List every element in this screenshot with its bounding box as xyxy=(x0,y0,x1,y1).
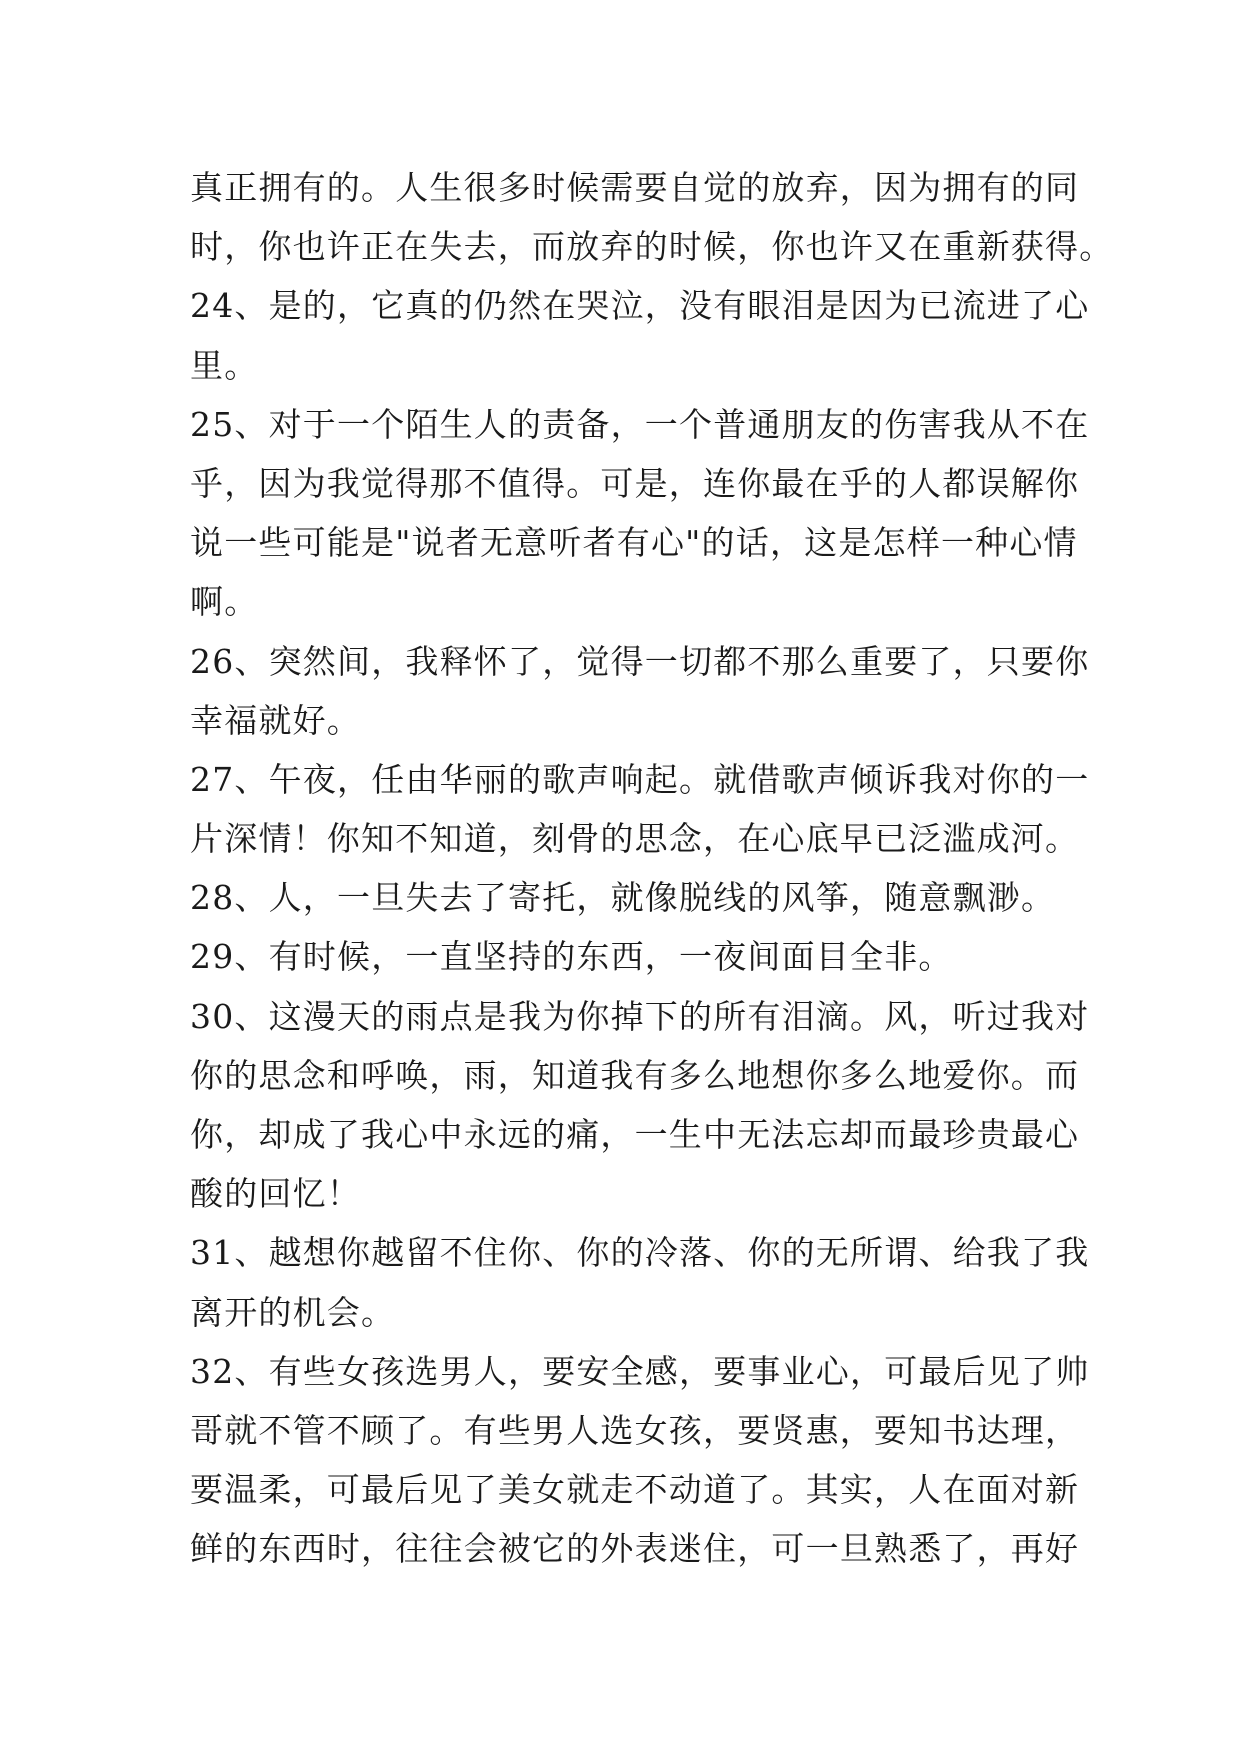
text-line: 乎，因为我觉得那不值得。可是，连你最在乎的人都误解你 xyxy=(190,463,1080,503)
text-line: 26、突然间，我释怀了，觉得一切都不那么重要了，只要你 xyxy=(190,641,1090,681)
text-line: 时，你也许正在失去，而放弃的时候，你也许又在重新获得。 xyxy=(190,227,1114,267)
text-line: 哥就不管不顾了。有些男人选女孩，要贤惠，要知书达理， xyxy=(190,1410,1080,1450)
text-line: 片深情！你知不知道，刻骨的思念，在心底早已泛滥成河。 xyxy=(190,819,1080,859)
text-line: 你，却成了我心中永远的痛，一生中无法忘却而最珍贵最心 xyxy=(190,1115,1080,1154)
text-line: 31、越想你越留不住你、你的冷落、你的无所谓、给我了我 xyxy=(190,1233,1090,1273)
text-line: 离开的机会。 xyxy=(190,1292,396,1332)
text-line: 酸的回忆！ xyxy=(190,1174,361,1214)
text-line: 鲜的东西时，往往会被它的外表迷住，可一旦熟悉了，再好 xyxy=(190,1529,1080,1569)
text-line: 幸福就好。 xyxy=(190,700,361,740)
text-line: 要温柔，可最后见了美女就走不动道了。其实，人在面对新 xyxy=(190,1470,1080,1510)
text-line: 里。 xyxy=(190,345,259,385)
text-line: 30、这漫天的雨点是我为你掉下的所有泪滴。风，听过我对 xyxy=(190,996,1090,1036)
document-body xyxy=(190,158,1114,1579)
text-line: 29、有时候，一直坚持的东西，一夜间面目全非。 xyxy=(190,937,953,977)
text-line: 32、有些女孩选男人，要安全感，要事业心，可最后见了帅 xyxy=(190,1351,1090,1391)
text-line: 27、午夜，任由华丽的歌声响起。就借歌声倾诉我对你的一 xyxy=(190,759,1090,799)
text-line: 说一些可能是"说者无意听者有心"的话，这是怎样一种心情 xyxy=(190,523,1078,563)
text-line: 啊。 xyxy=(190,582,259,622)
text-line: 28、人，一旦失去了寄托，就像脱线的风筝，随意飘渺。 xyxy=(190,878,1056,918)
text-line: 真正拥有的。人生很多时候需要自觉的放弃，因为拥有的同 xyxy=(190,168,1080,207)
text-line: 你的思念和呼唤，雨，知道我有多么地想你多么地爱你。而 xyxy=(190,1055,1080,1095)
text-line: 25、对于一个陌生人的责备，一个普通朋友的伤害我从不在 xyxy=(190,404,1090,444)
text-line: 24、是的，它真的仍然在哭泣，没有眼泪是因为已流进了心 xyxy=(190,286,1090,326)
